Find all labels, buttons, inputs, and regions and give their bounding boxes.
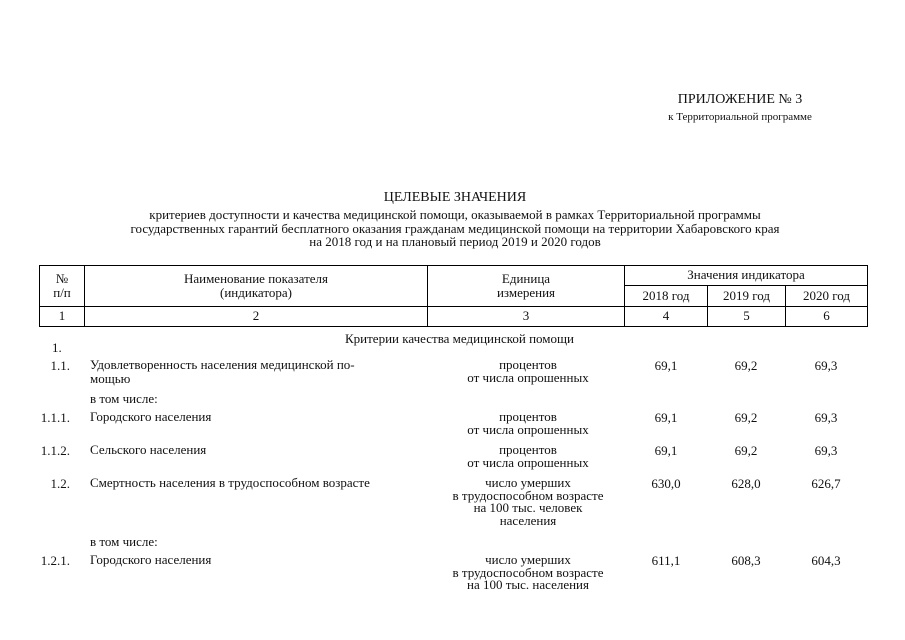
value-2019: 69,2 (734, 443, 758, 458)
row-unit: процентов от числа опрошенных (467, 357, 589, 385)
header-unit: Единица измерения (496, 271, 556, 300)
value-2020: 69,3 (814, 443, 838, 458)
row-unit: число умерших в трудоспособном возрасте на 100 тыс. человек населения (452, 475, 604, 528)
row-number: 1.1. (50, 358, 70, 373)
subtitle-line: критериев доступности и качества медицинской помощи, оказываемой в рамках Территориальной программы (149, 207, 761, 222)
col-number: 4 (662, 308, 670, 323)
header-year-2018: 2018 год (642, 288, 690, 303)
value-2020: 69,3 (814, 410, 838, 425)
section-title: Критерии качества медицинской помощи (345, 331, 574, 346)
subheading: в том числе: (90, 534, 158, 549)
value-2019: 628,0 (731, 476, 761, 491)
row-unit: процентов от числа опрошенных (467, 409, 589, 437)
appendix-title: ПРИЛОЖЕНИЕ № 3 (677, 92, 803, 107)
row-number: 1.2. (50, 476, 70, 491)
header-name: Наименование показателя (индикатора) (183, 271, 329, 300)
value-2018: 69,1 (654, 443, 678, 458)
value-2019: 608,3 (731, 553, 761, 568)
col-number: 5 (743, 308, 750, 323)
row-unit: процентов от числа опрошенных (467, 442, 589, 470)
col-number: 6 (823, 308, 830, 323)
row-number: 1.1.1. (40, 410, 70, 425)
subheading: в том числе: (90, 391, 158, 406)
value-2019: 69,2 (734, 358, 758, 373)
row-name: Городского населения (90, 409, 212, 424)
appendix-subtitle: к Территориальной программе (668, 111, 812, 123)
value-2020: 604,3 (811, 553, 841, 568)
row-name: Городского населения (90, 552, 212, 567)
value-2020: 69,3 (814, 358, 838, 373)
header-year-2019: 2019 год (723, 288, 770, 303)
row-number: 1.1.2. (40, 443, 70, 458)
row-number: 1.2.1. (40, 553, 70, 568)
value-2018: 69,1 (654, 410, 678, 425)
row-name: Сельского населения (90, 442, 207, 457)
document-title: ЦЕЛЕВЫЕ ЗНАЧЕНИЯ (383, 190, 527, 205)
value-2020: 626,7 (811, 476, 841, 491)
row-name: Удовлетворенность населения медицинской по- мощью (90, 357, 355, 386)
header-year-2020: 2020 год (803, 288, 850, 303)
value-2018: 69,1 (654, 358, 678, 373)
header-values-group: Значения индикатора (687, 267, 805, 282)
value-2019: 69,2 (734, 410, 758, 425)
header-num: № п/п (53, 271, 71, 300)
subtitle-line: государственных гарантий бесплатного оказания гражданам медицинской помощи на территории Хабаровского края (130, 220, 780, 236)
col-number: 2 (252, 308, 260, 323)
value-2018: 630,0 (651, 476, 681, 491)
col-number: 3 (522, 308, 530, 323)
row-name: Смертность населения в трудоспособном возрасте (90, 475, 370, 490)
document-subtitle (40, 208, 870, 249)
value-2018: 611,1 (651, 553, 681, 568)
subtitle-line: на 2018 год и на плановый период 2019 и 2020 годов (309, 234, 601, 249)
section-number: 1. (52, 340, 62, 355)
row-unit: число умерших в трудоспособном возрасте на 100 тыс. населения (452, 552, 604, 592)
col-number: 1 (58, 308, 66, 323)
